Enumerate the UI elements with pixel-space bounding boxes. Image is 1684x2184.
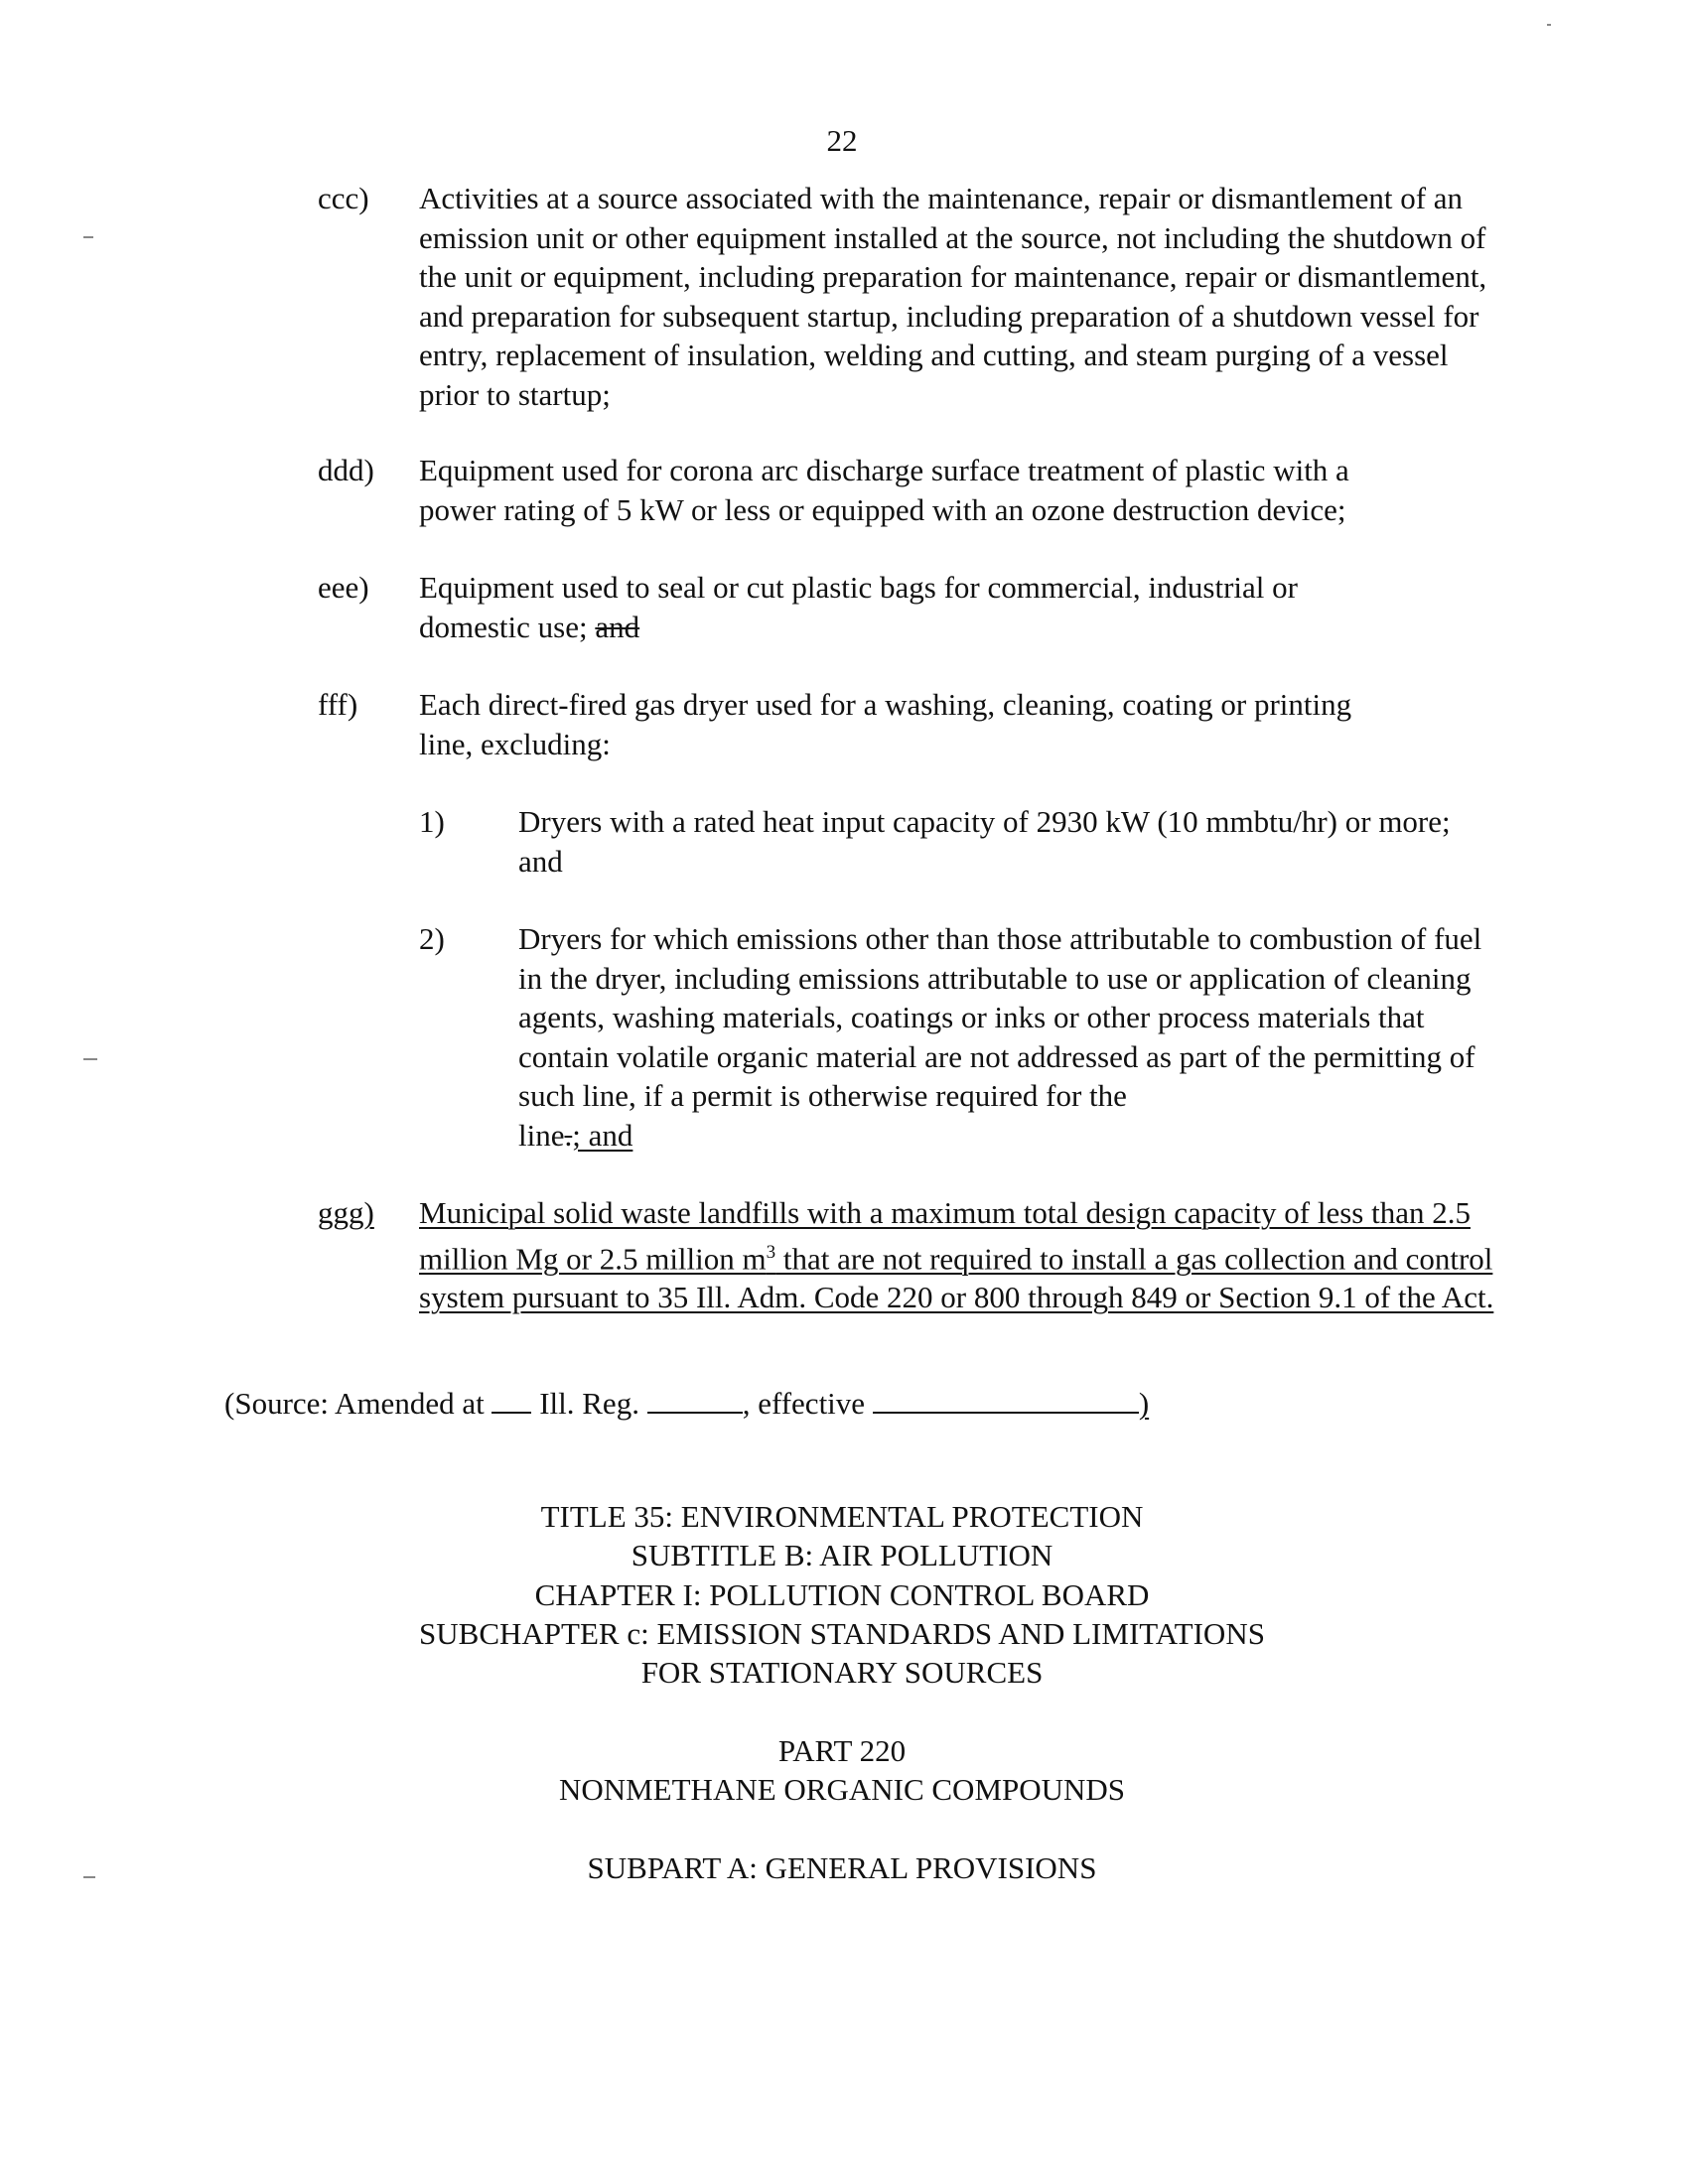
list-item-ddd xyxy=(318,451,1509,530)
heading-subpart: SUBPART A: GENERAL PROVISIONS xyxy=(587,1850,1097,1885)
item-text-eee-wrap xyxy=(419,568,1412,646)
item-text-ggg xyxy=(419,1193,1523,1317)
source-close: ) xyxy=(1138,1386,1150,1421)
sub-item-text-2: Dryers for which emissions other than those attributable to combustion of fuel in the dryer, including emissions attributable to use or application of cleaning agents, washing materials, coatings or inks or other process materials that contain volatile organic material are not addressed as part of the permitting of such line, if a permit is otherwise required for the xyxy=(518,921,1482,1113)
blank-page xyxy=(647,1388,743,1414)
sub-item-text-1: Dryers with a rated heat input capacity of 2930 kW (10 mmbtu/hr) or more; and xyxy=(518,804,1451,879)
heading-subchapter-cont: FOR STATIONARY SOURCES xyxy=(640,1655,1044,1690)
blank-volume xyxy=(491,1388,531,1414)
scan-mark xyxy=(83,1058,97,1060)
item-label-fff: fff) xyxy=(318,687,358,722)
ggg-text-before: Municipal solid waste landfills with a maximum total design capacity of less than 2.5 million Mg or 2.5 million m xyxy=(419,1195,1471,1276)
sub-item-label-1: 1) xyxy=(419,804,445,839)
scan-mark xyxy=(83,236,93,238)
sub-item-fff-1 xyxy=(419,802,1511,882)
item-label-ggg: ggg) xyxy=(318,1195,374,1230)
sub-item-label-2: 2) xyxy=(419,921,445,956)
heading-chapter: CHAPTER I: POLLUTION CONTROL BOARD xyxy=(534,1577,1150,1612)
heading-part: PART 220 xyxy=(777,1733,907,1768)
heading-part-name: NONMETHANE ORGANIC COMPOUNDS xyxy=(558,1772,1126,1807)
source-effective: , effective xyxy=(742,1386,866,1421)
item-text-ddd: Equipment used for corona arc discharge surface treatment of plastic with a power rating of 5 kW or less or equipped with an ozone destruction device; xyxy=(419,453,1349,527)
scan-mark xyxy=(83,1876,95,1878)
superscript-3: 3 xyxy=(766,1241,776,1263)
ggg-text-after: that are not required to install a gas collection and control system pursuant to 35 Ill. Adm. Code 220 or 800 through 849 or Section 9.1 of the Act. xyxy=(419,1240,1494,1315)
list-item-eee xyxy=(318,568,1509,647)
scan-mark xyxy=(1547,24,1551,26)
item-text-fff: Each direct-fired gas dryer used for a washing, cleaning, coating or printing line, excluding: xyxy=(419,687,1352,761)
source-open: (Source: Amended at xyxy=(224,1386,485,1421)
item-text-eee: Equipment used to seal or cut plastic bags for commercial, industrial or domestic use; xyxy=(419,570,1298,644)
item-text-ccc: Activities at a source associated with the maintenance, repair or dismantlement of an emission unit or other equipment installed at the source, not including the shutdown of the unit or equipment, including preparation for maintenance, repair or dismantlement, and preparation for subsequent startup, including preparation of a shutdown vessel for entry, replacement of insulation, welding and cutting, and steam purging of a vessel prior to startup; xyxy=(419,181,1487,412)
source-note xyxy=(224,1386,1149,1422)
sub-item-fff-2 xyxy=(419,919,1511,1158)
list-item-fff xyxy=(318,685,1509,764)
sub-item-end-word: line xyxy=(518,1117,565,1153)
heading-subchapter: SUBCHAPTER c: EMISSION STANDARDS AND LIMITATIONS xyxy=(419,1616,1265,1651)
list-item-ccc xyxy=(318,179,1509,417)
item-label-ddd: ddd) xyxy=(318,453,374,487)
sub-item-text-2-wrap xyxy=(518,919,1511,1155)
added-text: ; and xyxy=(572,1117,633,1153)
struck-word-eee: and xyxy=(595,609,640,644)
list-item-ggg xyxy=(318,1193,1529,1352)
struck-period: . xyxy=(564,1117,573,1153)
page-number: 22 xyxy=(826,123,858,158)
blank-date xyxy=(873,1388,1139,1414)
source-reg: Ill. Reg. xyxy=(539,1386,639,1421)
item-label-eee: eee) xyxy=(318,570,369,605)
heading-subtitle: SUBTITLE B: AIR POLLUTION xyxy=(631,1538,1053,1572)
heading-title: TITLE 35: ENVIRONMENTAL PROTECTION xyxy=(540,1499,1144,1534)
item-label-ccc: ccc) xyxy=(318,181,369,215)
